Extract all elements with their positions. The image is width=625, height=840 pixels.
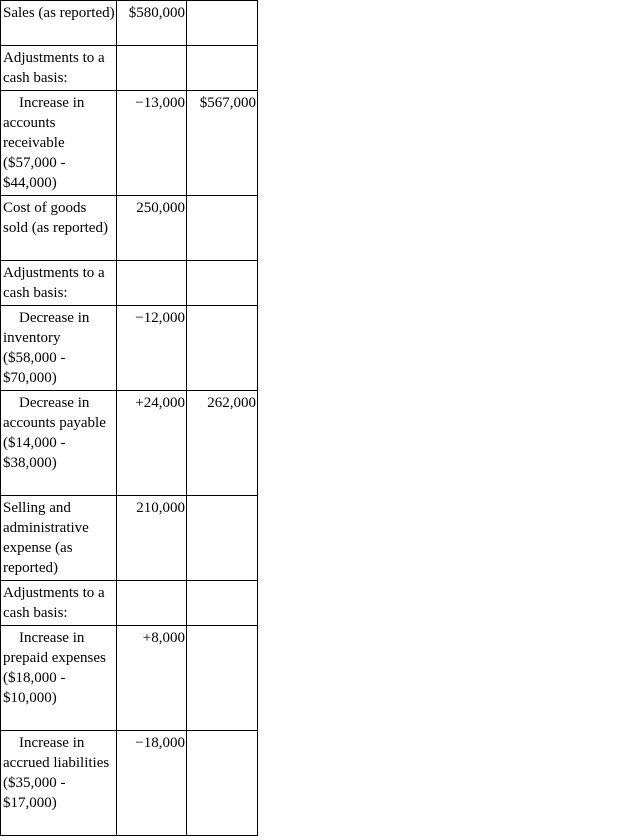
row-total: [187, 496, 258, 581]
row-label: Decrease in inventory ($58,000 - $70,000): [1, 306, 117, 391]
row-amount: 250,000: [117, 196, 187, 261]
table-row: [1, 391, 258, 496]
row-label: Adjustments to a cash basis:: [1, 581, 117, 626]
table-row: [1, 731, 258, 836]
table-row: [1, 91, 258, 196]
row-label: Increase in accrued liabilities ($35,000 - $17,000): [1, 731, 117, 836]
row-amount: −12,000: [117, 306, 187, 391]
row-total: [187, 196, 258, 261]
row-label: Adjustments to a cash basis:: [1, 46, 117, 91]
row-amount: $580,000: [117, 1, 187, 46]
row-label: Increase in prepaid expenses ($18,000 - $10,000): [1, 626, 117, 731]
row-amount: [117, 261, 187, 306]
row-amount: −13,000: [117, 91, 187, 196]
row-amount: [117, 46, 187, 91]
table-row: [1, 581, 258, 626]
table-row: [1, 1, 258, 46]
table-row: [1, 196, 258, 261]
row-label: Decrease in accounts payable ($14,000 - $38,000): [1, 391, 117, 496]
row-total: [187, 626, 258, 731]
row-label: Sales (as reported): [1, 1, 117, 46]
table-row: [1, 306, 258, 391]
row-label: Cost of goods sold (as reported): [1, 196, 117, 261]
row-amount: 210,000: [117, 496, 187, 581]
row-total: [187, 1, 258, 46]
row-total: [187, 581, 258, 626]
row-total: [187, 731, 258, 836]
row-amount: +8,000: [117, 626, 187, 731]
table-row: [1, 261, 258, 306]
row-total: $567,000: [187, 91, 258, 196]
row-total: 262,000: [187, 391, 258, 496]
row-label: Adjustments to a cash basis:: [1, 261, 117, 306]
row-label: Selling and administrative expense (as reported): [1, 496, 117, 581]
row-total: [187, 306, 258, 391]
row-amount: −18,000: [117, 731, 187, 836]
row-amount: [117, 581, 187, 626]
table-row: [1, 496, 258, 581]
cash-basis-table: [0, 0, 258, 836]
row-label: Increase in accounts receivable ($57,000 - $44,000): [1, 91, 117, 196]
row-amount: +24,000: [117, 391, 187, 496]
table-row: [1, 626, 258, 731]
row-total: [187, 46, 258, 91]
table-row: [1, 46, 258, 91]
row-total: [187, 261, 258, 306]
